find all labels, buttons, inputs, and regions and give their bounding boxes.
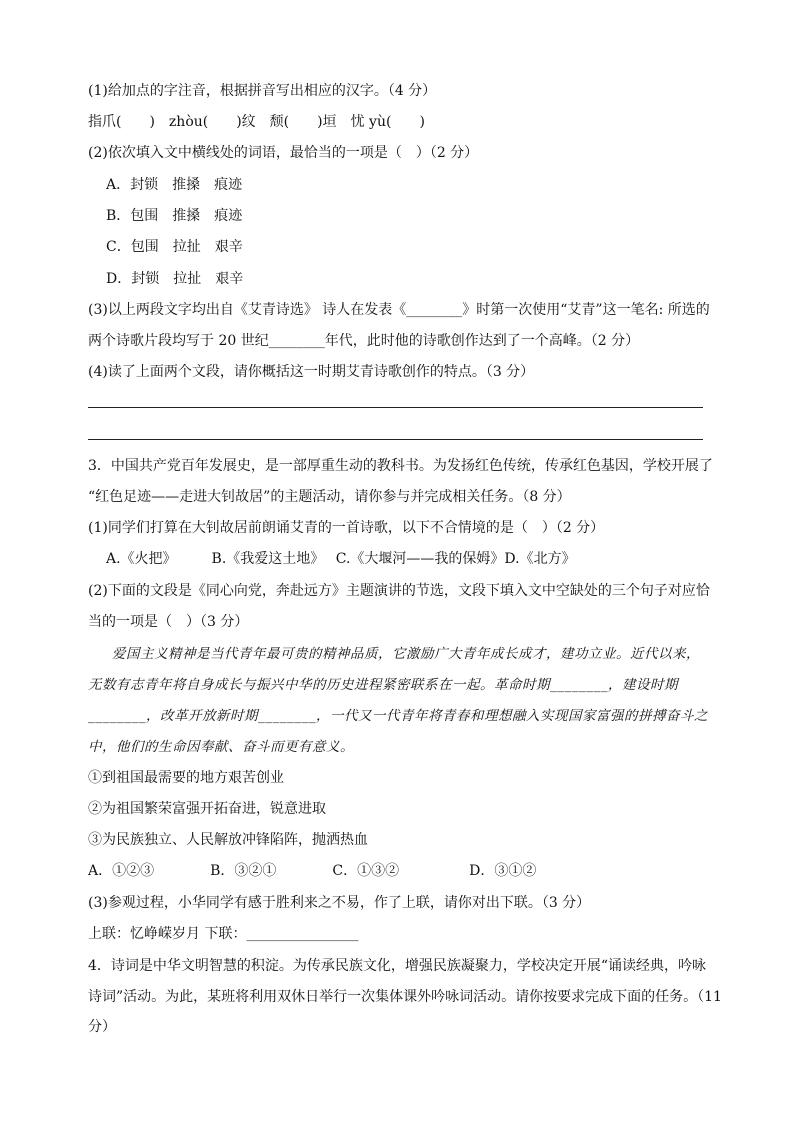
q4-line1: 4．诗词是中华文明智慧的积淀。为传承民族文化，增强民族凝聚力，学校决定开展“诵读经典，吟咏 (88, 958, 707, 974)
q3-part1-title: (1)同学们打算在大钊故居前朗诵艾青的一首诗歌，以下不合情境的是（ ）（2 分） (88, 520, 605, 536)
q2-part3-line1: (3)以上两段文字均出自《艾青诗选》 诗人在发表《________》时第一次使用“艾青”这一笔名: 所选的 (88, 302, 710, 318)
passage-line3: ________，改革开放新时期________，一代又一代青年将青春和理想融入实现国家富强的拼搏奋斗之 (88, 708, 708, 724)
q2-part4-title: (4)读了上面两个文段，请你概括这一时期艾青诗歌创作的特点。（3 分） (88, 364, 535, 380)
q2-part1-title: (1)给加点的字注音，根据拼音写出相应的汉字。（4 分） (88, 83, 437, 99)
answer-line-1 (88, 407, 703, 408)
sentence-2: ②为祖国繁荣富强开拓奋进，锐意进取 (88, 801, 326, 817)
q4-line3: 分） (88, 1019, 116, 1035)
q2-part1-items: 指爪( ) zhòu( )纹 颓( )垣 忧 yù( ) (88, 114, 425, 130)
q2-part2-option-d: D．封锁 拉扯 艰辛 (106, 271, 244, 287)
passage-line2: 无数有志青年将自身成长与振兴中华的历史进程紧密联系在一起。革命时期________，建设时期 (88, 677, 678, 693)
q4-line2: 诗词”活动。为此，某班将利用双休日举行一次集体课外吟咏词活动。请你按要求完成下面的任务。（11 (88, 989, 722, 1005)
sentence-1: ①到祖国最需要的地方艰苦创业 (88, 770, 284, 786)
q3-part2-line1: (2)下面的文段是《同心向党，奔赴远方》主题演讲的节选，文段下填入文中空缺处的三个句子对应恰 (88, 583, 710, 599)
q2-part2-option-c: C．包围 拉扯 艰辛 (106, 239, 243, 255)
q3-intro-line1: 3．中国共产党百年发展史，是一部厚重生动的教科书。为发扬红色传统，传承红色基因，学校开展了 (88, 458, 713, 474)
q2-part2-title: (2)依次填入文中横线处的词语，最恰当的一项是（ ）（2 分） (88, 145, 479, 161)
passage-line4: 中，他们的生命因奉献、奋斗而更有意义。 (88, 739, 354, 755)
q3-part2-options: A．①②③ B．③②① C．①③② D．③①② (88, 863, 537, 879)
passage-line1: 爱国主义精神是当代青年最可贵的精神品质，它激励广大青年成长成才，建功立业。近代以来， (112, 646, 700, 662)
answer-line-2 (88, 439, 703, 440)
q2-part2-option-b: B．包围 推搡 痕迹 (106, 208, 243, 224)
q3-part3-title: (3)参观过程，小华同学有感于胜利来之不易，作了上联，请你对出下联。（3 分） (88, 895, 591, 911)
q2-part2-option-a: A．封锁 推搡 痕迹 (106, 177, 243, 193)
q3-intro-line2: “红色足迹——走进大钊故居”的主题活动，请你参与并完成相关任务。（8 分） (88, 489, 571, 505)
q2-part3-line2: 两个诗歌片段均写于 20 世纪________年代，此时他的诗歌创作达到了一个高峰。（2 分） (88, 333, 640, 349)
couplet-line: 上联：忆峥嵘岁月 下联：________________ (88, 926, 359, 942)
q3-part1-options: A.《火把》 B.《我爱这土地》 C.《大堰河——我的保姆》D.《北方》 (106, 551, 576, 567)
sentence-3: ③为民族独立、人民解放冲锋陷阵，抛洒热血 (88, 832, 368, 848)
q3-part2-line2: 当的一项是（ ）（3 分） (88, 614, 249, 630)
